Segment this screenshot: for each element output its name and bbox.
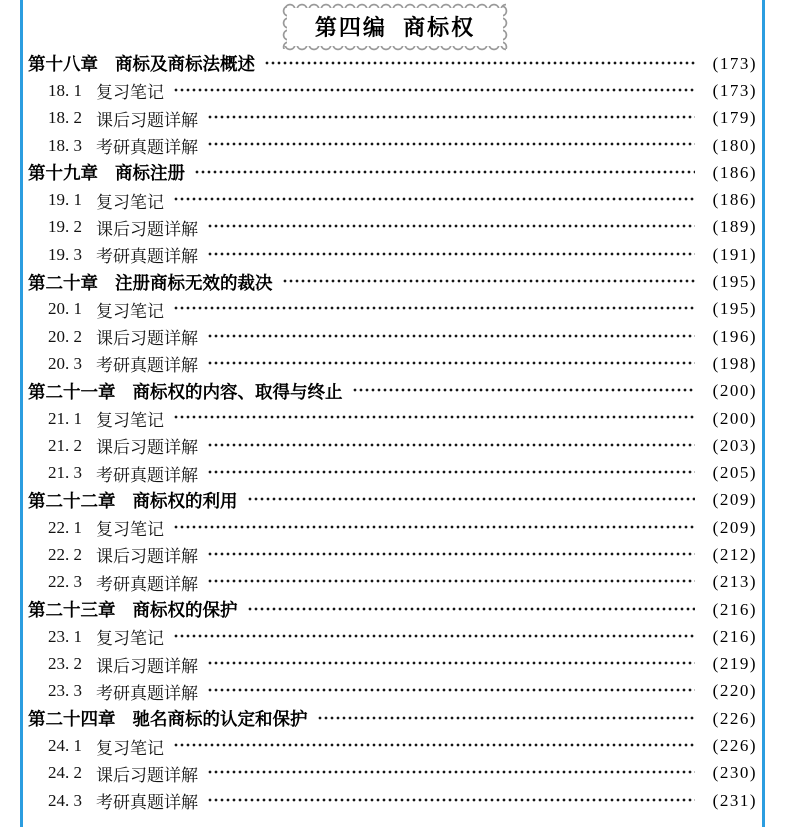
section-title: 考研真题详解 <box>96 683 198 703</box>
chapter-title: 商标权的保护 <box>132 600 238 621</box>
page-number: (216) <box>712 599 757 619</box>
toc-section-row <box>28 296 757 323</box>
section-title: 课后习题详解 <box>96 219 198 239</box>
toc-chapter-row <box>28 487 757 514</box>
dot-leader <box>207 432 695 459</box>
section-number: 19. 3 <box>48 244 82 264</box>
section-number: 18. 2 <box>48 108 82 128</box>
page-number: (209) <box>712 490 757 510</box>
toc-section-row <box>28 459 757 486</box>
section-title: 复习笔记 <box>96 738 164 758</box>
section-title: 考研真题详解 <box>96 574 198 594</box>
page-number: (200) <box>712 381 757 401</box>
dot-leader <box>207 651 695 678</box>
page-number: (173) <box>712 53 757 73</box>
section-title: 考研真题详解 <box>96 465 198 485</box>
chapter-title: 商标权的内容、取得与终止 <box>132 381 343 402</box>
section-title: 复习笔记 <box>96 301 164 321</box>
chapter-number: 第二十二章 <box>28 490 116 511</box>
dot-leader <box>173 77 695 104</box>
page-number: (226) <box>712 708 757 728</box>
toc-section-row <box>28 105 757 132</box>
toc-section-row <box>28 623 757 650</box>
section-title: 课后习题详解 <box>96 110 198 130</box>
section-number: 20. 2 <box>48 326 82 346</box>
dot-leader <box>207 760 695 787</box>
dot-leader <box>173 186 695 213</box>
chapter-number: 第二十三章 <box>28 600 116 621</box>
dot-leader <box>173 405 695 432</box>
toc-section-row <box>28 760 757 787</box>
dot-leader <box>207 678 695 705</box>
chapter-title: 商标权的利用 <box>132 490 238 511</box>
section-number: 22. 2 <box>48 544 82 564</box>
chapter-title: 注册商标无效的裁决 <box>115 272 273 293</box>
dot-leader <box>207 541 695 568</box>
section-title: 复习笔记 <box>96 192 164 212</box>
section-number: 23. 2 <box>48 654 82 674</box>
dot-leader <box>207 459 695 486</box>
part-header <box>0 2 790 52</box>
dot-leader <box>352 378 696 405</box>
toc-section-row <box>28 405 757 432</box>
toc-section-row <box>28 323 757 350</box>
section-title: 课后习题详解 <box>96 329 198 349</box>
section-title: 复习笔记 <box>96 520 164 540</box>
section-number: 24. 3 <box>48 790 82 810</box>
section-number: 21. 3 <box>48 463 82 483</box>
section-title: 复习笔记 <box>96 411 164 430</box>
section-number: 20. 1 <box>48 299 82 319</box>
dot-leader <box>207 569 695 596</box>
dot-leader <box>207 323 695 350</box>
dot-leader <box>173 623 695 650</box>
section-number: 24. 2 <box>48 763 82 783</box>
toc-list <box>28 50 757 814</box>
section-title: 复习笔记 <box>96 83 164 103</box>
page-number: (173) <box>712 80 757 100</box>
toc-section-row <box>28 432 757 459</box>
dot-leader <box>207 132 695 159</box>
frame-wave-top-decoration <box>284 2 506 8</box>
page-number: (231) <box>712 790 757 810</box>
section-number: 18. 1 <box>48 80 82 100</box>
page-number: (189) <box>712 217 757 237</box>
page-number: (186) <box>712 162 757 182</box>
toc-section-row <box>28 787 757 814</box>
dot-leader <box>207 214 695 241</box>
section-number: 22. 1 <box>48 517 82 537</box>
section-title: 课后习题详解 <box>96 656 198 676</box>
frame-wave-right-decoration <box>503 5 509 49</box>
page-number: (198) <box>712 353 757 373</box>
dot-leader <box>264 50 695 77</box>
section-number: 19. 1 <box>48 190 82 210</box>
dot-leader <box>173 732 695 759</box>
toc-section-row <box>28 678 757 705</box>
toc-section-row <box>28 214 757 241</box>
section-number: 19. 2 <box>48 217 82 237</box>
section-number: 20. 3 <box>48 353 82 373</box>
section-title: 课后习题详解 <box>96 765 198 785</box>
page-number: (216) <box>712 626 757 646</box>
toc-chapter-row <box>28 268 757 295</box>
page-number: (230) <box>712 763 757 783</box>
toc-section-row <box>28 132 757 159</box>
toc-chapter-row <box>28 596 757 623</box>
section-number: 23. 1 <box>48 626 82 646</box>
dot-leader <box>247 596 696 623</box>
toc-section-row <box>28 77 757 104</box>
section-title: 课后习题详解 <box>96 547 198 567</box>
toc-chapter-row <box>28 705 757 732</box>
toc-section-row <box>28 732 757 759</box>
toc-section-row <box>28 514 757 541</box>
page-number: (226) <box>712 736 757 756</box>
toc-chapter-row <box>28 378 757 405</box>
dot-leader <box>247 487 696 514</box>
dot-leader <box>282 268 696 295</box>
part-title-frame <box>281 2 509 52</box>
section-number: 21. 2 <box>48 435 82 455</box>
toc-chapter-row <box>28 159 757 186</box>
toc-section-row <box>28 541 757 568</box>
page-number: (196) <box>712 326 757 346</box>
page-number: (220) <box>712 681 757 701</box>
page-number: (191) <box>712 244 757 264</box>
page-number: (205) <box>712 463 757 483</box>
frame-wave-left-decoration <box>281 5 287 49</box>
dot-leader <box>173 296 695 323</box>
chapter-number: 第十九章 <box>28 163 98 184</box>
toc-section-row <box>28 241 757 268</box>
page-number: (209) <box>712 517 757 537</box>
section-number: 18. 3 <box>48 135 82 155</box>
dot-leader <box>207 241 695 268</box>
chapter-title: 商标注册 <box>115 163 185 184</box>
section-number: 21. 1 <box>48 408 82 428</box>
left-border-rule <box>20 0 23 827</box>
section-title: 考研真题详解 <box>96 247 198 267</box>
section-title: 课后习题详解 <box>96 438 198 458</box>
page-number: (212) <box>712 544 757 564</box>
dot-leader <box>173 514 695 541</box>
page-number: (195) <box>712 272 757 292</box>
page-number: (213) <box>712 572 757 592</box>
chapter-title: 驰名商标的认定和保护 <box>132 709 308 730</box>
toc-section-row <box>28 651 757 678</box>
page-number: (203) <box>712 435 757 455</box>
page-number: (219) <box>712 654 757 674</box>
page-number: (180) <box>712 135 757 155</box>
dot-leader <box>207 350 695 377</box>
chapter-number: 第十八章 <box>28 54 98 75</box>
chapter-title: 商标及商标法概述 <box>115 54 255 75</box>
chapter-number: 第二十四章 <box>28 709 116 730</box>
dot-leader <box>194 159 695 186</box>
dot-leader <box>207 105 695 132</box>
toc-section-row <box>28 350 757 377</box>
section-number: 23. 3 <box>48 681 82 701</box>
right-border-rule <box>762 0 765 827</box>
chapter-number: 第二十章 <box>28 272 98 293</box>
page-number: (195) <box>712 299 757 319</box>
page-number: (186) <box>712 190 757 210</box>
section-number: 24. 1 <box>48 736 82 756</box>
part-title: 第四编 商标权 <box>314 15 476 40</box>
chapter-number: 第二十一章 <box>28 381 116 402</box>
dot-leader <box>317 705 696 732</box>
page-number: (200) <box>712 408 757 428</box>
section-title: 复习笔记 <box>96 629 164 649</box>
toc-chapter-row <box>28 50 757 77</box>
section-title: 考研真题详解 <box>96 356 198 376</box>
page-number: (179) <box>712 108 757 128</box>
dot-leader <box>207 787 695 814</box>
section-number: 22. 3 <box>48 572 82 592</box>
toc-section-row <box>28 569 757 596</box>
section-title: 考研真题详解 <box>96 138 198 158</box>
section-title: 考研真题详解 <box>96 793 198 813</box>
toc-section-row <box>28 186 757 213</box>
